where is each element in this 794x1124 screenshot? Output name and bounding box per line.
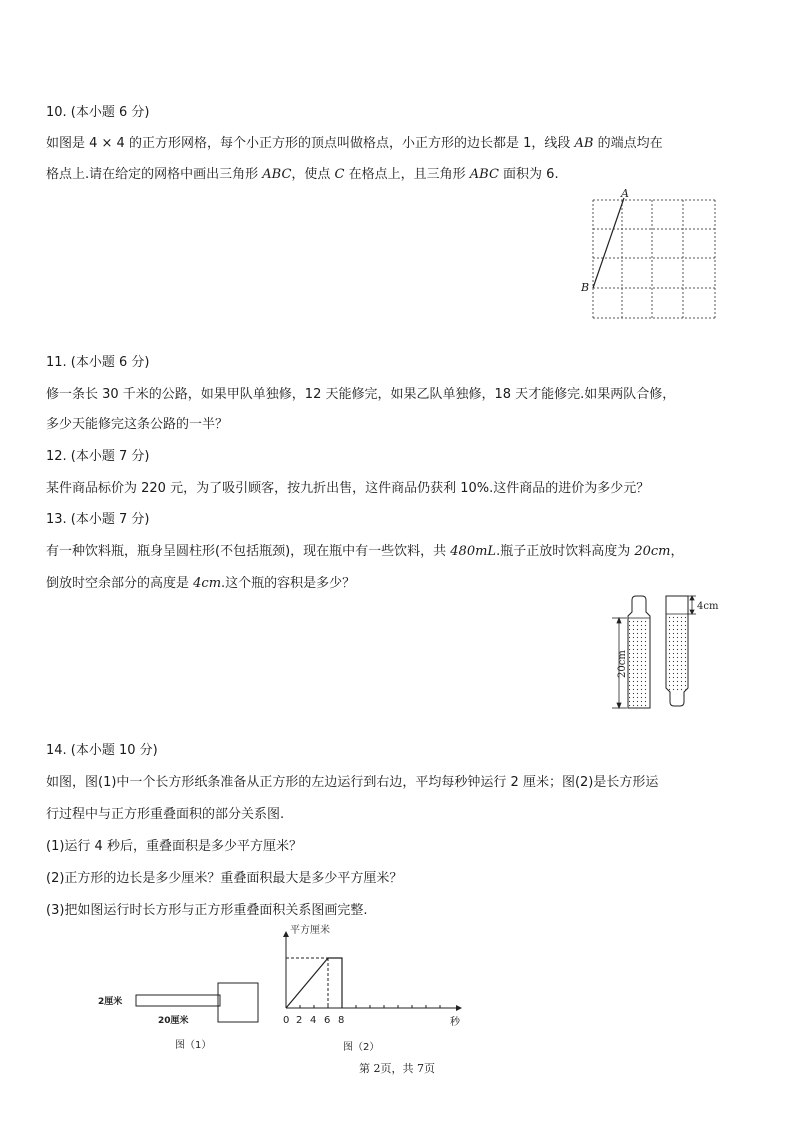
q13-text-segment: .这个瓶的容积是多少？: [221, 576, 356, 591]
q13-text-segment: 有一种饮料瓶，瓶身呈圆柱形(不包括瓶颈)，现在瓶中有一些饮料，共: [46, 544, 451, 559]
q14-figure1: [95, 980, 270, 1055]
q14-text-line1: 如图，图(1)中一个长方形纸条准备从正方形的左边运行到右边，平均每秒钟运行 2 厘米；图(2)是长方形运: [46, 775, 659, 790]
q10-text-line1: [46, 135, 663, 153]
q13-text-segment: 倒放时空余部分的高度是: [46, 576, 194, 591]
q11-text-line2: 多少天能修完这条公路的一半？: [46, 417, 229, 432]
q10-header: 10. (本小题 6 分): [46, 105, 150, 120]
tick-label-8: 8: [338, 1015, 345, 1026]
q13-text-segment: .瓶子正放时饮料高度为: [496, 544, 635, 559]
q10-text-segment: 格点上.请在给定的网格中画出三角形: [46, 167, 263, 182]
q14-header: 14. (本小题 10 分): [46, 743, 158, 758]
q11-header: 11. (本小题 6 分): [46, 355, 150, 370]
q10-var-c: C: [334, 167, 345, 182]
q10-var-abc: ABC: [262, 167, 292, 182]
y-axis-label: 平方厘米: [290, 925, 330, 936]
q14-sub2: (2)正方形的边长是多少厘米？重叠面积最大是多少平方厘米？: [46, 871, 403, 886]
q10-grid-figure: [578, 187, 724, 326]
overlap-graph-line: [286, 958, 342, 1008]
q13-var-volume: 480mL: [450, 544, 497, 559]
square-shape: [218, 983, 258, 1022]
q13-var-height: 20cm: [634, 544, 671, 559]
bottle-upright: [628, 596, 650, 708]
q10-grid-lines: [593, 200, 715, 318]
q13-text-line2: [46, 575, 355, 593]
q11-text-line1: 修一条长 30 千米的公路，如果甲队单独修，12 天能修完，如果乙队单独修，18 天才能修完.如果两队合修，: [46, 387, 676, 402]
label-20cm: 20cm: [617, 650, 628, 678]
q13-bottle-figure: [600, 592, 730, 716]
label-b: B: [581, 281, 590, 294]
q12-header: 12. (本小题 7 分): [46, 449, 150, 464]
tick-label-6: 6: [324, 1015, 331, 1026]
tick-label-2: 2: [296, 1015, 303, 1026]
page-footer: 第 2页，共 7页: [359, 1062, 435, 1075]
tick-label-4: 4: [310, 1015, 317, 1026]
q10-text-line2: [46, 166, 559, 184]
moving-strip: [136, 995, 220, 1006]
q10-var-ab: AB: [574, 136, 594, 151]
label-strip-length: 20厘米: [158, 1016, 189, 1026]
q10-var-abc: ABC: [469, 167, 499, 182]
x-axis-label: 秒: [450, 1017, 460, 1028]
segment-ab: [593, 198, 624, 288]
q14-sub3: (3)把如图运行时长方形与正方形重叠面积关系图画完整.: [46, 903, 368, 918]
q13-var-empty-height: 4cm: [193, 576, 222, 591]
dimension-4cm: [688, 596, 696, 614]
label-4cm: 4cm: [697, 601, 719, 612]
tick-label-0: 0: [283, 1015, 290, 1026]
bottle-inverted: [666, 596, 688, 706]
q10-text-segment: ，使点: [291, 167, 335, 182]
q10-text-segment: 如图是 4 × 4 的正方形网格，每个小正方形的顶点叫做格点，小正方形的边长都是 1，线段: [46, 136, 575, 151]
fig2-caption: 图（2）: [343, 1042, 380, 1053]
q12-text-line1: 某件商品标价为 220 元，为了吸引顾客，按九折出售，这件商品仍获利 10%.这件商品的进价为多少元？: [46, 481, 650, 496]
q13-text-segment: ，: [670, 544, 684, 559]
fig1-caption: 图（1）: [175, 1040, 212, 1051]
label-a: A: [621, 187, 629, 200]
q10-text-segment: 在格点上，且三角形: [344, 167, 470, 182]
q14-figure2: [275, 922, 470, 1057]
q14-text-line2: 行过程中与正方形重叠面积的部分关系图.: [46, 807, 285, 822]
q14-sub1: (1)运行 4 秒后，重叠面积是多少平方厘米？: [46, 839, 302, 854]
q13-header: 13. (本小题 7 分): [46, 512, 150, 527]
q13-text-line1: [46, 543, 684, 561]
q10-text-segment: 的端点均在: [593, 136, 663, 151]
label-strip-width: 2厘米: [98, 997, 123, 1007]
q10-text-segment: 面积为 6.: [498, 167, 559, 182]
